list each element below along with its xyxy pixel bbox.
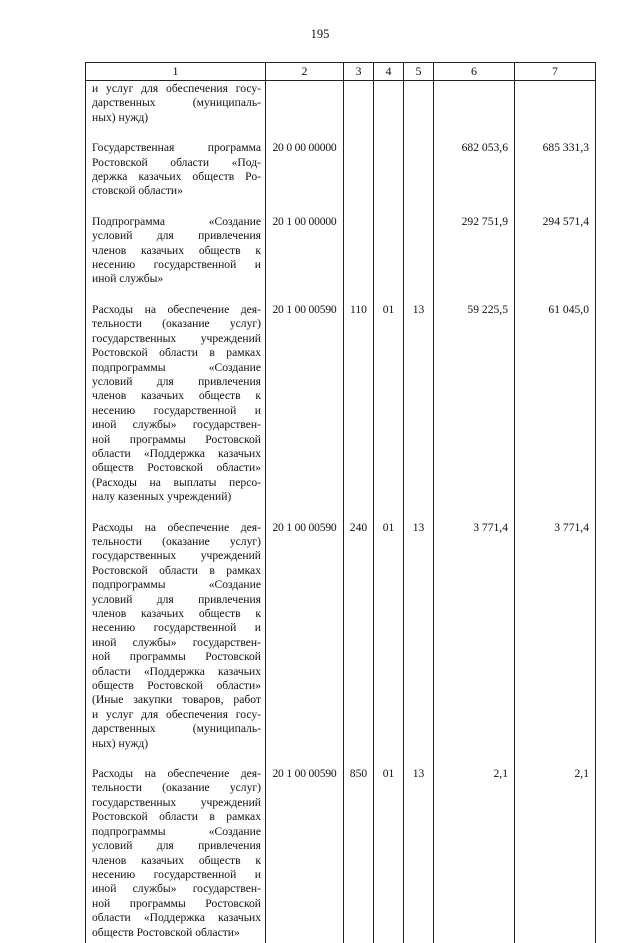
spacer-cell <box>344 508 374 520</box>
spacer-cell <box>344 128 374 140</box>
budget-code-cell: 20 1 00 00590 <box>266 302 344 508</box>
spacer-cell <box>86 754 266 766</box>
spacer-cell <box>434 290 515 302</box>
section-cell <box>374 140 404 202</box>
table-row <box>86 140 596 202</box>
item-name-line: ных) нужд) <box>92 110 149 124</box>
spacer-cell <box>374 128 404 140</box>
item-name-cell <box>86 520 266 755</box>
row-spacer <box>86 128 596 140</box>
item-name-line: членов казачьих обществ к <box>92 243 261 257</box>
spacer-cell <box>515 290 596 302</box>
item-name-line: области «Поддержка казачьих <box>92 664 261 678</box>
spacer-cell <box>434 508 515 520</box>
expense-type-cell <box>344 214 374 290</box>
amount-year2-cell: 3 771,4 <box>515 520 596 755</box>
amount-year1-cell: 3 771,4 <box>434 520 515 755</box>
section-cell: 01 <box>374 766 404 943</box>
item-name-line: несению государственной и <box>92 403 261 417</box>
item-name-line: тельности (оказание услуг) <box>92 781 261 795</box>
header-col-1: 1 <box>86 63 266 81</box>
expense-type-cell: 110 <box>344 302 374 508</box>
item-name-line: условий для привлечения <box>92 374 261 388</box>
amount-year2-cell: 61 045,0 <box>515 302 596 508</box>
item-name-line: государственных учреждений <box>92 331 261 345</box>
item-name-line: ной программы Ростовской <box>92 896 261 910</box>
header-col-5: 5 <box>404 63 434 81</box>
item-name-line: налу казенных учреждений) <box>92 490 232 504</box>
item-name-line: Ростовской области в рамках <box>92 346 261 360</box>
spacer-cell <box>515 202 596 214</box>
item-name-line: обществ Ростовской области» <box>92 925 240 939</box>
item-name-cell <box>86 766 266 943</box>
header-col-2: 2 <box>266 63 344 81</box>
header-col-6: 6 <box>434 63 515 81</box>
item-name-line: обществ Ростовской области» <box>92 461 261 475</box>
amount-year2-cell <box>515 81 596 129</box>
item-name-line: иной службы» <box>92 272 164 286</box>
budget-code-cell: 20 1 00 00590 <box>266 520 344 755</box>
item-name-line: несению государственной и <box>92 867 261 881</box>
item-name-line: членов казачьих обществ к <box>92 607 261 620</box>
amount-year1-cell: 292 751,9 <box>434 214 515 290</box>
item-name-line: условий для привлечения <box>92 839 261 853</box>
item-name-line: (Иные закупки товаров, работ <box>92 693 261 707</box>
budget-code-cell: 20 0 00 00000 <box>266 140 344 202</box>
item-name-line: стовской области» <box>92 184 183 198</box>
item-name-line: Расходы на обеспечение дея- <box>92 520 261 534</box>
expense-type-cell: 240 <box>344 520 374 755</box>
spacer-cell <box>374 508 404 520</box>
budget-table <box>85 62 596 943</box>
item-name-line: государственных учреждений <box>92 549 261 563</box>
item-name-line: области «Поддержка казачьих <box>92 446 261 460</box>
spacer-cell <box>374 202 404 214</box>
header-col-7: 7 <box>515 63 596 81</box>
subsection-cell: 13 <box>404 520 434 755</box>
budget-code-cell: 20 1 00 00590 <box>266 766 344 943</box>
item-name-line: ной программы Ростовской <box>92 432 261 446</box>
row-spacer <box>86 290 596 302</box>
expense-type-cell: 850 <box>344 766 374 943</box>
section-cell: 01 <box>374 302 404 508</box>
table-row <box>86 520 596 755</box>
item-name-line: держка казачьих обществ Ро- <box>92 170 261 184</box>
spacer-cell <box>86 202 266 214</box>
item-name-line: области «Поддержка казачьих <box>92 911 261 925</box>
spacer-cell <box>515 754 596 766</box>
item-name-line: несению государственной и <box>92 258 261 272</box>
spacer-cell <box>344 202 374 214</box>
spacer-cell <box>86 128 266 140</box>
item-name-line: иной службы» государствен- <box>92 882 261 896</box>
item-name-line: подпрограммы «Создание <box>92 360 261 374</box>
item-name-line: Расходы на обеспечение дея- <box>92 302 261 316</box>
table-row <box>86 214 596 290</box>
item-name-line: Ростовской области в рамках <box>92 563 261 577</box>
item-name-line: (Расходы на выплаты персо- <box>92 475 261 489</box>
item-name-cell <box>86 214 266 290</box>
row-spacer <box>86 202 596 214</box>
spacer-cell <box>266 508 344 520</box>
subsection-cell <box>404 140 434 202</box>
item-name-line: Ростовской области в рамках <box>92 810 261 824</box>
budget-code-cell <box>266 81 344 129</box>
item-name-cell <box>86 302 266 508</box>
table-row <box>86 81 596 129</box>
item-name-cell <box>86 81 266 129</box>
spacer-cell <box>404 202 434 214</box>
spacer-cell <box>344 754 374 766</box>
item-name-line: и услуг для обеспечения госу- <box>92 707 261 721</box>
spacer-cell <box>266 290 344 302</box>
spacer-cell <box>434 128 515 140</box>
spacer-cell <box>266 128 344 140</box>
expense-type-cell <box>344 81 374 129</box>
spacer-cell <box>266 754 344 766</box>
row-spacer <box>86 508 596 520</box>
header-row <box>86 63 596 81</box>
item-name-line: и услуг для обеспечения госу- <box>92 82 261 95</box>
amount-year1-cell: 2,1 <box>434 766 515 943</box>
item-name-line: членов казачьих обществ к <box>92 853 261 867</box>
subsection-cell <box>404 81 434 129</box>
spacer-cell <box>515 508 596 520</box>
spacer-cell <box>404 128 434 140</box>
item-name-line: дарственных (муниципаль- <box>92 722 261 736</box>
item-name-line: Подпрограмма «Создание <box>92 214 261 228</box>
item-name-cell <box>86 140 266 202</box>
item-name-line: членов казачьих обществ к <box>92 389 261 403</box>
item-name-line: подпрограммы «Создание <box>92 824 261 838</box>
item-name-line: условий для привлечения <box>92 592 261 606</box>
subsection-cell: 13 <box>404 766 434 943</box>
spacer-cell <box>404 508 434 520</box>
item-name-line: Государственная программа <box>92 141 261 155</box>
spacer-cell <box>86 290 266 302</box>
spacer-cell <box>434 754 515 766</box>
section-cell: 01 <box>374 520 404 755</box>
item-name-line: условий для привлечения <box>92 229 261 243</box>
amount-year1-cell: 682 053,6 <box>434 140 515 202</box>
item-name-line: иной службы» государствен- <box>92 418 261 432</box>
spacer-cell <box>404 290 434 302</box>
table-row <box>86 766 596 943</box>
table-row <box>86 302 596 508</box>
amount-year2-cell: 2,1 <box>515 766 596 943</box>
item-name-line: тельности (оказание услуг) <box>92 317 261 331</box>
item-name-line: обществ Ростовской области» <box>92 679 261 693</box>
item-name-line: ной программы Ростовской <box>92 650 261 664</box>
budget-code-cell: 20 1 00 00000 <box>266 214 344 290</box>
item-name-line: тельности (оказание услуг) <box>92 534 261 548</box>
amount-year2-cell: 685 331,3 <box>515 140 596 202</box>
item-name-line: государственных учреждений <box>92 795 261 809</box>
subsection-cell <box>404 214 434 290</box>
spacer-cell <box>266 202 344 214</box>
expense-type-cell <box>344 140 374 202</box>
spacer-cell <box>404 754 434 766</box>
item-name-line: Расходы на обеспечение дея- <box>92 767 261 781</box>
amount-year1-cell: 59 225,5 <box>434 302 515 508</box>
spacer-cell <box>344 290 374 302</box>
item-name-line: Ростовской области «Под- <box>92 155 261 169</box>
item-name-line: иной службы» государствен- <box>92 635 261 649</box>
spacer-cell <box>434 202 515 214</box>
section-cell <box>374 81 404 129</box>
row-spacer <box>86 754 596 766</box>
page-number: 195 <box>310 27 330 41</box>
subsection-cell: 13 <box>404 302 434 508</box>
item-name-line: подпрограммы «Создание <box>92 578 261 592</box>
header-col-3: 3 <box>344 63 374 81</box>
amount-year2-cell: 294 571,4 <box>515 214 596 290</box>
spacer-cell <box>374 290 404 302</box>
spacer-cell <box>515 128 596 140</box>
spacer-cell <box>374 754 404 766</box>
amount-year1-cell <box>434 81 515 129</box>
item-name-line: дарственных (муниципаль- <box>92 96 261 110</box>
item-name-line: несению государственной и <box>92 621 261 635</box>
header-col-4: 4 <box>374 63 404 81</box>
section-cell <box>374 214 404 290</box>
spacer-cell <box>86 508 266 520</box>
item-name-line: ных) нужд) <box>92 736 149 750</box>
